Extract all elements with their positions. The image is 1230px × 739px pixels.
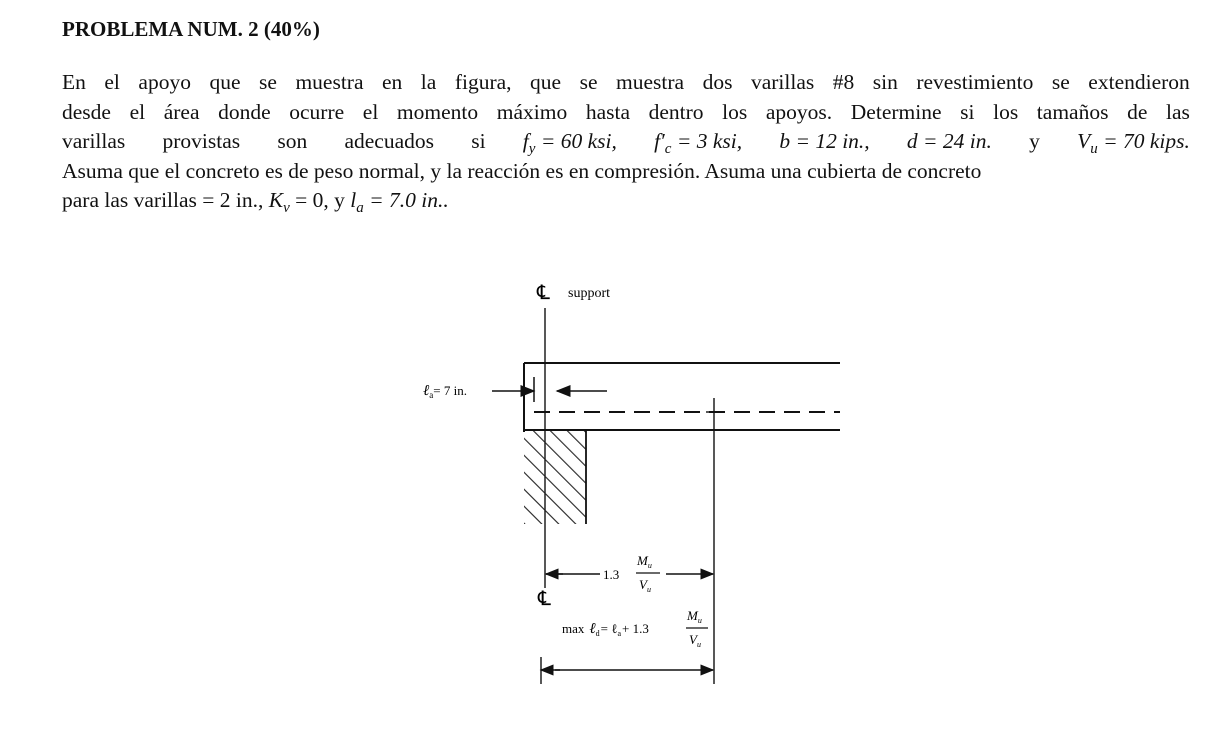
line2-word: Determine <box>850 99 942 124</box>
line1-word: se <box>1051 70 1070 94</box>
line2-word: hasta <box>585 99 631 124</box>
line1-word: se <box>259 70 277 94</box>
statement-line-4: Asuma que el concreto es de peso normal, y la reacción es en compresión. Asuma una cubierta de concreto <box>62 158 982 183</box>
line2-word: momento <box>396 99 479 124</box>
line2-word: el <box>129 99 146 124</box>
line2-word: máximo <box>496 99 568 124</box>
dim-13-coef: 1.3 <box>603 567 620 582</box>
max-ld-label: max ℓ$_d$= ℓ$_a$+ 1.3 <box>562 621 649 638</box>
line1-word: muestra <box>295 70 364 94</box>
statement-line-5: para las varillas = 2 in., $K_v = 0$, y $l_a = 7.0$ in.. <box>62 188 449 216</box>
line3-word: provistas <box>162 129 241 153</box>
centerline-symbol-bottom: ℄ <box>538 588 551 610</box>
line1-word: varillas <box>750 70 815 94</box>
centerline-symbol-top: ℄ <box>537 282 550 304</box>
line1-word: en <box>382 70 403 94</box>
d-expression: d = 24 in. <box>906 129 992 153</box>
line1-word: En <box>62 70 86 94</box>
line3-word: varillas <box>62 129 126 153</box>
line2-word: los <box>722 99 748 124</box>
line1-word: extendieron <box>1088 70 1190 94</box>
line3-word: si <box>471 129 486 153</box>
line1-word: apoyo <box>138 70 191 94</box>
b-expression: b = 12 in., <box>779 129 870 153</box>
line2-word: el <box>362 99 379 124</box>
line2-word: apoyos. <box>765 99 833 124</box>
line1-word: que <box>530 70 562 94</box>
dim-13-numerator: $M_u$ <box>637 553 652 570</box>
vu-expression: $V_u = 70$ kips. <box>1077 129 1190 157</box>
line2-word: donde <box>218 99 271 124</box>
line2-word: de <box>1127 99 1148 124</box>
hatched-support <box>524 431 586 524</box>
kv-expression: $K_v$ <box>268 188 290 216</box>
la-label: ℓ$_a$= 7 in. <box>423 383 467 400</box>
line3-word: son <box>277 129 308 153</box>
line1-word: que <box>209 70 241 94</box>
max-ld-denominator: $V_u$ <box>689 632 701 649</box>
line2-word: ocurre <box>289 99 345 124</box>
support-label: support <box>568 286 610 301</box>
line2-word: tamaños <box>1036 99 1109 124</box>
line2-word: si <box>960 99 975 124</box>
line2-word: área <box>163 99 200 124</box>
la-expression: $l_a = 7.0$ in.. <box>350 188 449 216</box>
line2-word: los <box>993 99 1019 124</box>
line2-word: dentro <box>648 99 704 124</box>
line3-word: adecuados <box>344 129 435 153</box>
line1-word: se <box>579 70 598 94</box>
line1-word: la <box>420 70 437 94</box>
max-ld-numerator: $M_u$ <box>687 608 702 625</box>
line1-word: el <box>104 70 120 94</box>
line1-word: revestimiento <box>916 70 1034 94</box>
fy-expression: $f_y = 60$ ksi, <box>522 129 617 157</box>
line1-word: dos <box>702 70 733 94</box>
line1-word: muestra <box>616 70 685 94</box>
conjunction-y: y <box>1029 129 1040 153</box>
line2-word: las <box>1165 99 1190 124</box>
line2-word: desde <box>62 99 111 124</box>
dim-13-denominator: $V_u$ <box>639 577 651 594</box>
line1-word: #8 <box>832 70 855 94</box>
fc-expression: $f'_c = 3$ ksi, <box>654 129 743 157</box>
problem-title: PROBLEMA NUM. 2 (40%) <box>62 17 320 41</box>
line1-word: sin <box>872 70 898 94</box>
line1-word: figura, <box>454 70 512 94</box>
